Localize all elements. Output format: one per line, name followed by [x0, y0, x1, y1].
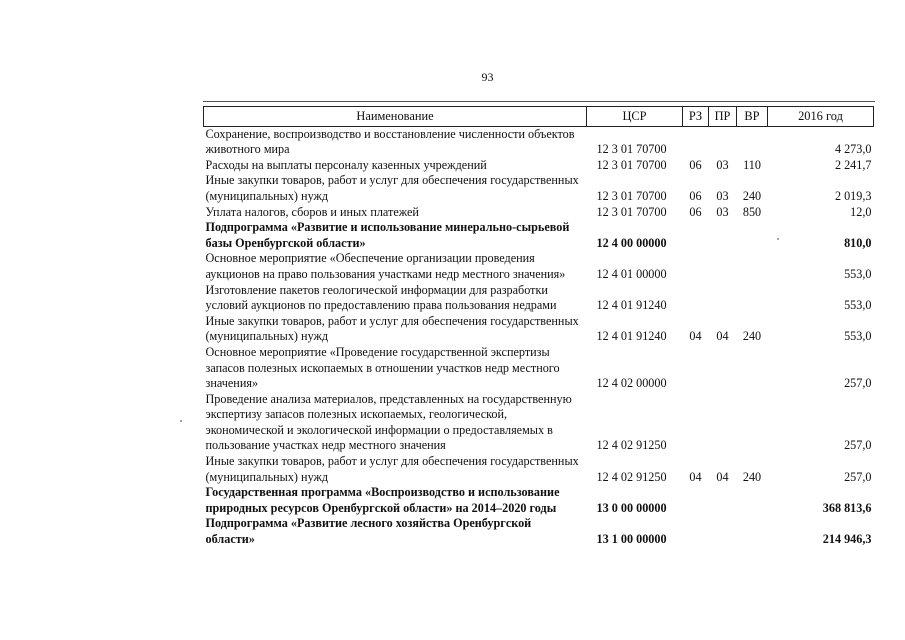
row-csr: 12 3 01 70700 [596, 188, 667, 203]
row-rz [683, 126, 709, 158]
row-name: Подпрограмма «Развитие лесного хозяйства Оренбургской области» [205, 516, 532, 547]
row-csr: 12 4 00 00000 [596, 235, 667, 250]
row-pr [709, 392, 737, 454]
row-rz [683, 345, 709, 392]
table-row [204, 392, 874, 454]
scan-speck [777, 238, 779, 240]
row-csr: 13 1 00 00000 [596, 532, 667, 547]
table-row [204, 205, 874, 221]
row-rz [683, 516, 709, 547]
row-rz [683, 485, 709, 516]
header-vr: ВР [737, 107, 768, 127]
row-vr [737, 251, 768, 282]
header-pr: ПР [709, 107, 737, 127]
row-vr [737, 392, 768, 454]
row-rz: 04 [689, 329, 702, 344]
row-pr [709, 516, 737, 547]
table-header [204, 107, 874, 127]
table-row [204, 516, 874, 547]
row-pr: 04 [716, 469, 729, 484]
row-vr [737, 220, 768, 251]
row-pr [709, 220, 737, 251]
row-pr: 03 [716, 204, 729, 219]
row-name: Иные закупки товаров, работ и услуг для обеспечения государственных (муниципальных) нужд [205, 173, 579, 203]
table-row [204, 485, 874, 516]
row-pr [709, 283, 737, 314]
row-csr: 12 4 01 91240 [596, 298, 667, 313]
row-vr: 240 [742, 188, 762, 203]
row-amount: 257,0 [844, 469, 872, 484]
row-rz: 06 [689, 157, 702, 172]
row-csr: 12 4 01 91240 [596, 329, 667, 344]
table-row [204, 158, 874, 174]
row-amount: 12,0 [850, 204, 872, 219]
page-number: 93 [481, 70, 494, 84]
row-csr: 12 3 01 70700 [596, 157, 667, 172]
row-rz: 06 [689, 204, 702, 219]
table-row [204, 345, 874, 392]
header-csr: ЦСР [587, 107, 683, 127]
row-pr [709, 485, 737, 516]
row-pr [709, 345, 737, 392]
table-row [204, 126, 874, 158]
row-rz [683, 251, 709, 282]
row-amount: 553,0 [844, 329, 872, 344]
row-rz [683, 392, 709, 454]
row-rz: 04 [689, 469, 702, 484]
row-amount: 553,0 [844, 298, 872, 313]
row-csr: 12 3 01 70700 [596, 142, 667, 157]
row-name: Расходы на выплаты персоналу казенных учреждений [205, 157, 487, 172]
row-rz: 06 [689, 188, 702, 203]
row-name: Подпрограмма «Развитие и использование минерально-сырьевой базы Оренбургской области» [205, 220, 570, 250]
row-name: Проведение анализа материалов, представленных на государственную экспертизу запасов полезных ископаемых, геологической, экономической и экологической информации о предоставляемых в пользование участках недр местного значения [205, 391, 572, 453]
row-vr: 110 [743, 157, 761, 172]
row-amount: 810,0 [844, 235, 872, 250]
row-rz [683, 220, 709, 251]
row-name: Уплата налогов, сборов и иных платежей [205, 204, 419, 219]
row-vr: 240 [742, 469, 762, 484]
row-pr [709, 251, 737, 282]
row-csr: 12 4 02 00000 [596, 376, 667, 391]
header-name: Наименование [204, 107, 587, 127]
row-csr: 12 3 01 70700 [596, 204, 667, 219]
row-csr: 12 4 01 00000 [596, 266, 667, 281]
row-vr [737, 126, 768, 158]
row-pr: 03 [716, 157, 729, 172]
row-vr [737, 345, 768, 392]
row-name: Иные закупки товаров, работ и услуг для обеспечения государственных (муниципальных) нужд [205, 454, 579, 484]
header-top-rule [203, 101, 875, 102]
row-csr: 12 4 02 91250 [596, 469, 667, 484]
row-amount: 4 273,0 [834, 142, 872, 157]
row-amount: 553,0 [844, 266, 872, 281]
row-pr [709, 126, 737, 158]
row-amount: 2 241,7 [834, 157, 872, 172]
table-row [204, 220, 874, 251]
row-csr: 12 4 02 91250 [596, 438, 667, 453]
row-name: Сохранение, воспроизводство и восстановление численности объектов животного мира [205, 126, 575, 157]
row-amount: 368 813,6 [822, 500, 872, 515]
table-row [204, 454, 874, 485]
table-row [204, 251, 874, 282]
row-name: Основное мероприятие «Обеспечение организации проведения аукционов на право пользования участками недр местного значения» [205, 251, 566, 281]
row-amount: 257,0 [844, 376, 872, 391]
header-year: 2016 год [768, 107, 874, 127]
table-row [204, 283, 874, 314]
row-name: Иные закупки товаров, работ и услуг для обеспечения государственных (муниципальных) нужд [205, 313, 579, 344]
row-pr: 03 [716, 188, 729, 203]
row-name: Основное мероприятие «Проведение государственной экспертизы запасов полезных ископаемых в отношении участков недр местного значения» [205, 344, 560, 391]
table-row [204, 314, 874, 345]
row-rz [683, 283, 709, 314]
row-name: Изготовление пакетов геологической информации для разработки условий аукционов по предоставлению права пользования недрами [205, 282, 557, 313]
budget-table [203, 106, 874, 548]
row-vr: 850 [742, 204, 762, 219]
row-amount: 257,0 [844, 438, 872, 453]
row-csr: 13 0 00 00000 [596, 500, 667, 515]
table-body [204, 126, 874, 548]
header-rz: РЗ [683, 107, 709, 127]
row-vr [737, 485, 768, 516]
row-name: Государственная программа «Воспроизводство и использование природных ресурсов Оренбургской области» на 2014–2020 годы [205, 485, 560, 515]
row-vr: 240 [742, 329, 762, 344]
row-amount: 214 946,3 [822, 532, 872, 547]
row-pr: 04 [716, 329, 729, 344]
scan-speck [180, 420, 182, 422]
row-vr [737, 283, 768, 314]
row-vr [737, 516, 768, 547]
table-row [204, 173, 874, 204]
row-amount: 2 019,3 [834, 188, 872, 203]
